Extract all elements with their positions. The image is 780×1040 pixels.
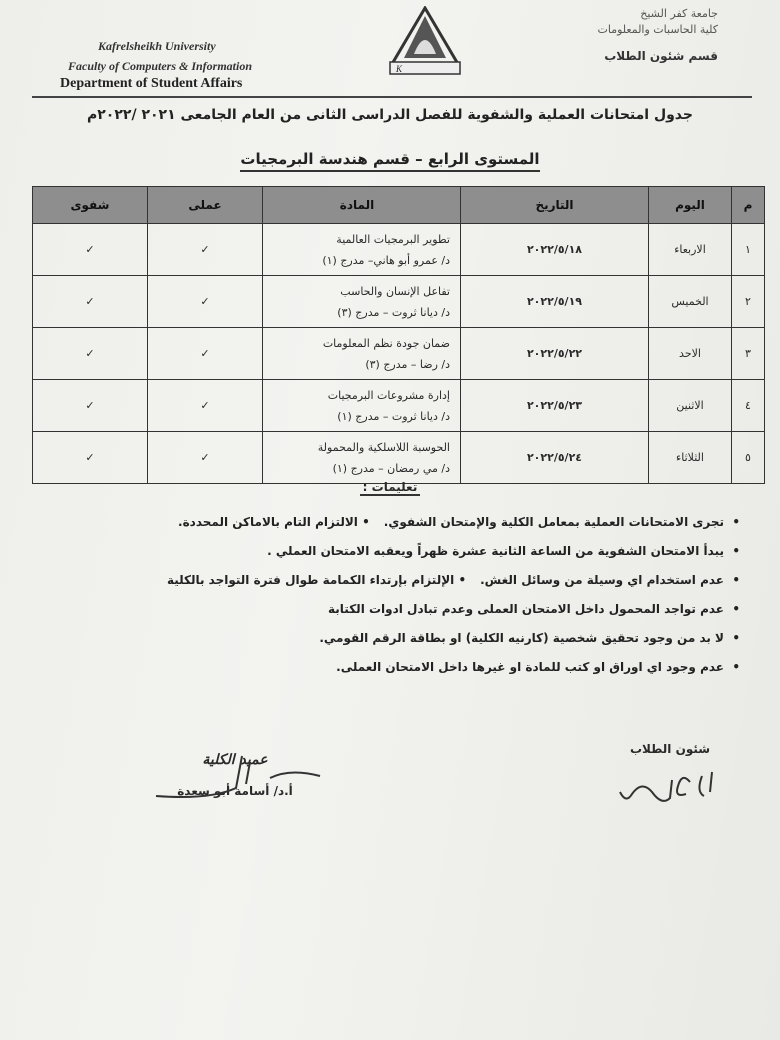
table-row	[33, 328, 765, 380]
row-subject	[263, 328, 461, 380]
dean-title: عميد الكلية	[202, 752, 268, 768]
practical-check: ✓	[148, 328, 263, 380]
bullet-icon: •	[732, 631, 740, 645]
practical-check: ✓	[148, 276, 263, 328]
header-arabic	[558, 6, 718, 64]
subject-instructor: د/ ديانا ثروت – مدرج (٣)	[337, 305, 450, 319]
subject-instructor: د/ ديانا ثروت – مدرج (١)	[337, 409, 450, 423]
instruction-text: يبدأ الامتحان الشفوية من الساعة الثانية عشرة ظهراً ويعقبه الامتحان العملي .	[267, 544, 724, 558]
header-subject: المادة	[263, 187, 461, 224]
bullet-icon: •	[732, 573, 740, 587]
list-item	[60, 624, 740, 653]
instruction-text: عدم تواجد المحمول داخل الامتحان العملى وعدم تبادل ادوات الكتابة	[328, 602, 724, 616]
header-day: اليوم	[649, 187, 732, 224]
list-item	[60, 566, 740, 595]
list-item	[60, 595, 740, 624]
row-day: الاربعاء	[649, 224, 732, 276]
student-affairs-title: شئون الطلاب	[629, 742, 711, 756]
row-subject	[263, 276, 461, 328]
subject-name: تطوير البرمجيات العالمية	[336, 232, 450, 246]
bullet-icon: •	[732, 602, 740, 616]
row-num: ٢	[732, 276, 765, 328]
instructions-title: تعليمات :	[360, 480, 420, 496]
department-name: Department of Student Affairs	[60, 76, 243, 91]
header-english	[56, 36, 306, 76]
bullet-icon: •	[732, 544, 740, 558]
subject-name: ضمان جودة نظم المعلومات	[322, 336, 450, 350]
header-practical: عملى	[148, 187, 263, 224]
list-item	[60, 537, 740, 566]
instruction-text-secondary-value: الإلتزام بإرتداء الكمامة طوال فترة التواجد بالكلية	[166, 573, 455, 587]
document-subtitle: المستوى الرابع – قسم هندسة البرمجيات	[240, 150, 540, 172]
practical-check: ✓	[148, 380, 263, 432]
university-logo	[384, 6, 466, 76]
row-date: ٢٠٢٢/٥/١٩	[461, 276, 649, 328]
instruction-text-secondary-value: الالتزام التام بالاماكن المحددة.	[178, 515, 358, 529]
document-title: جدول امتحانات العملية والشفوية للفصل الدراسى الثانى من العام الجامعى ٢٠٢١ /٢٠٢٢م	[87, 107, 693, 123]
university-name: Kafrelsheikh University	[98, 39, 216, 53]
row-num: ٣	[732, 328, 765, 380]
table-row	[33, 224, 765, 276]
oral-check: ✓	[33, 328, 148, 380]
instructions-list	[60, 508, 740, 682]
oral-check: ✓	[33, 224, 148, 276]
practical-check: ✓	[148, 224, 263, 276]
header-num: م	[732, 187, 765, 224]
row-num: ٥	[732, 432, 765, 484]
faculty-name: Faculty of Computers & Information	[68, 59, 253, 73]
list-item	[60, 508, 740, 537]
row-date: ٢٠٢٢/٥/١٨	[461, 224, 649, 276]
table-header-row	[33, 187, 765, 224]
exam-schedule-table	[32, 186, 765, 484]
table-row	[33, 432, 765, 484]
row-subject	[263, 380, 461, 432]
subject-instructor: د/ مي رمضان – مدرج (١)	[332, 461, 450, 475]
row-num: ٤	[732, 380, 765, 432]
bullet-icon: •	[732, 660, 740, 674]
subject-name: إدارة مشروعات البرمجيات	[327, 388, 450, 402]
subject-instructor: د/ رضا – مدرج (٣)	[365, 357, 450, 371]
instruction-text: عدم وجود اي اوراق او كتب للمادة او غيرها داخل الامتحان العملى.	[336, 660, 724, 674]
svg-text:K: K	[396, 64, 403, 74]
ar-university-name: جامعة كفر الشيخ	[640, 7, 718, 20]
row-date: ٢٠٢٢/٥/٢٣	[461, 380, 649, 432]
list-item	[60, 653, 740, 682]
table-row	[33, 276, 765, 328]
subject-name: تفاعل الإنسان والحاسب	[340, 284, 450, 298]
subject-instructor: د/ عمرو أبو هاني– مدرج (١)	[322, 253, 450, 267]
instruction-text-secondary: • الالتزام التام بالاماكن المحددة.	[178, 515, 370, 529]
oral-check: ✓	[33, 432, 148, 484]
row-num: ١	[732, 224, 765, 276]
row-subject	[263, 432, 461, 484]
row-date: ٢٠٢٢/٥/٢٢	[461, 328, 649, 380]
row-day: الخميس	[649, 276, 732, 328]
header-date: التاريخ	[461, 187, 649, 224]
ar-faculty-name: كلية الحاسبات والمعلومات	[597, 23, 718, 36]
dean-signature-stroke-icon	[150, 748, 330, 808]
handwritten-signature-icon	[612, 762, 722, 812]
instruction-text: تجرى الامتحانات العملية بمعامل الكلية والإمتحان الشفوي.	[383, 515, 724, 529]
subject-name: الحوسبة اللاسلكية والمحمولة	[317, 440, 450, 454]
ar-department-name: قسم شئون الطلاب	[604, 49, 718, 63]
row-day: الاحد	[649, 328, 732, 380]
oral-check: ✓	[33, 276, 148, 328]
row-day: الاثنين	[649, 380, 732, 432]
row-subject	[263, 224, 461, 276]
row-day: الثلاثاء	[649, 432, 732, 484]
instruction-text: عدم استخدام اي وسيلة من وسائل الغش.	[480, 573, 724, 587]
practical-check: ✓	[148, 432, 263, 484]
row-date: ٢٠٢٢/٥/٢٤	[461, 432, 649, 484]
header-oral: شفوى	[33, 187, 148, 224]
dean-name: أ.د/ أسامة أبو سعدة	[177, 784, 293, 798]
student-affairs-signature-block	[610, 742, 730, 756]
header-divider	[32, 96, 752, 98]
bullet-icon: •	[732, 515, 740, 529]
instruction-text: لا بد من وجود تحقيق شخصية (كارنيه الكلية) او بطاقة الرقم القومي.	[319, 631, 724, 645]
table-row	[33, 380, 765, 432]
oral-check: ✓	[33, 380, 148, 432]
instruction-text-secondary: • الإلتزام بإرتداء الكمامة طوال فترة التواجد بالكلية	[166, 573, 467, 587]
